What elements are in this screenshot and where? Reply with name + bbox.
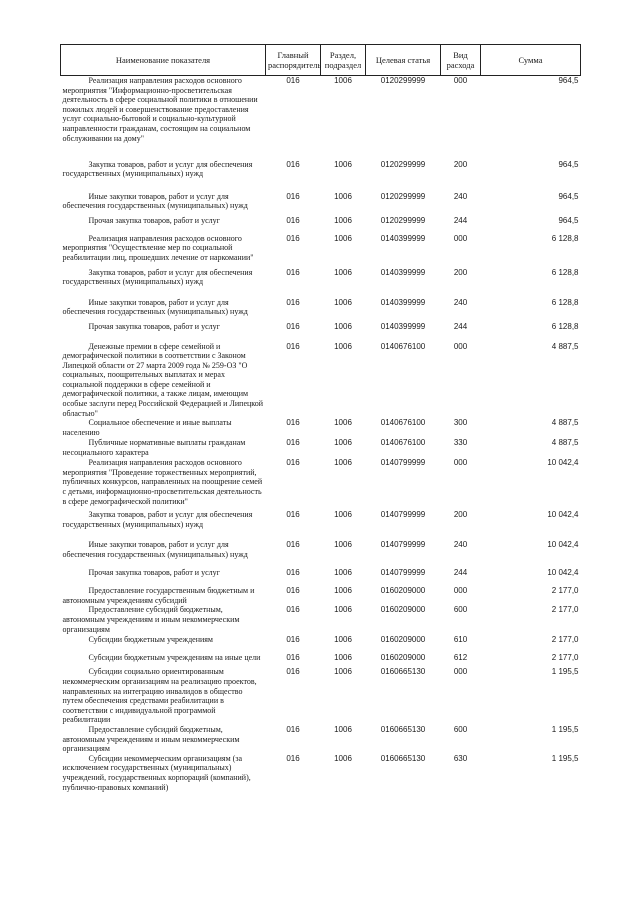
row-chief: 016 <box>286 605 300 615</box>
row-expense-type: 610 <box>453 635 468 645</box>
budget-table <box>60 44 581 792</box>
table-row <box>61 216 581 234</box>
row-name: Закупка товаров, работ и услуг для обеспечения государственных (муниципальных) нужд <box>62 159 253 179</box>
row-sum: 1 195,5 <box>551 667 579 677</box>
row-sum: 6 128,8 <box>551 297 579 307</box>
row-sum: 10 042,4 <box>547 540 579 550</box>
row-expense-type: 244 <box>453 215 468 225</box>
row-name: Субсидии некоммерческим организациям (за исключением государственных (муниципальных) учреждений, государственных корпораций (компаний), публично-правовых компаний) <box>62 753 251 792</box>
row-chief: 016 <box>286 667 300 677</box>
header-chief: Главный распорядитель <box>266 45 321 76</box>
table-row <box>61 418 581 438</box>
row-section: 1006 <box>334 215 352 225</box>
row-name: Предоставление субсидий бюджетным, автономным учреждениям и иным некоммерческим организациям <box>62 725 240 754</box>
row-sum: 2 177,0 <box>551 635 579 645</box>
row-chief: 016 <box>286 438 300 448</box>
row-expense-type: 244 <box>453 321 468 331</box>
table-row <box>61 635 581 653</box>
table-row <box>61 438 581 458</box>
row-name: Иные закупки товаров, работ и услуг для обеспечения государственных (муниципальных) нужд <box>62 191 248 211</box>
row-sum: 6 128,8 <box>551 267 579 277</box>
row-chief: 016 <box>286 341 300 351</box>
table-row <box>61 605 581 635</box>
row-section: 1006 <box>334 667 352 677</box>
row-article: 0120299999 <box>380 76 426 85</box>
row-chief: 016 <box>286 159 300 169</box>
row-sum: 964,5 <box>558 159 579 169</box>
row-sum: 4 887,5 <box>551 418 579 428</box>
row-article: 0160665130 <box>380 667 426 677</box>
row-name: Предоставление субсидий бюджетным, автономным учреждениям и иным некоммерческим организациям <box>62 605 240 634</box>
row-expense-type: 000 <box>453 76 468 85</box>
row-chief: 016 <box>286 653 300 663</box>
row-name: Реализация направления расходов основного мероприятия "Информационно-просветительская деятельность в сфере социальной политики в отношении пожилых людей и совершенствование предоставления услуг социально-бытовой и социально-культурной направленности гражданам, состоящим на социальном обслуживании на дому" <box>62 76 258 143</box>
table-row <box>61 234 581 268</box>
row-chief: 016 <box>286 321 300 331</box>
table-row <box>61 568 581 586</box>
row-sum: 10 042,4 <box>547 510 579 520</box>
table-row <box>61 458 581 510</box>
row-sum: 6 128,8 <box>551 321 579 331</box>
row-section: 1006 <box>334 438 352 448</box>
table-row <box>61 298 581 322</box>
row-expense-type: 240 <box>453 191 468 201</box>
row-expense-type: 000 <box>453 233 468 243</box>
row-expense-type: 240 <box>453 297 468 307</box>
row-chief: 016 <box>286 510 300 520</box>
row-sum: 2 177,0 <box>551 586 579 596</box>
row-chief: 016 <box>286 540 300 550</box>
row-chief: 016 <box>286 233 300 243</box>
row-expense-type: 000 <box>453 667 468 677</box>
row-sum: 964,5 <box>558 215 579 225</box>
row-section: 1006 <box>334 635 352 645</box>
row-name: Социальное обеспечение и иные выплаты населению <box>62 418 232 437</box>
row-sum: 1 195,5 <box>551 753 579 763</box>
row-sum: 4 887,5 <box>551 341 579 351</box>
row-article: 0140799999 <box>380 458 426 468</box>
row-name: Субсидии социально ориентированным некоммерческим организациям на реализацию проектов, направленных на интеграцию инвалидов в общество путем обеспечения средствами реабилитации в соответствии с индивидуальной программой реабилитации <box>62 667 257 725</box>
row-chief: 016 <box>286 418 300 428</box>
row-name: Предоставление государственным бюджетным и автономным учреждениям субсидий <box>62 586 255 605</box>
row-expense-type: 000 <box>453 341 468 351</box>
row-article: 0140399999 <box>380 297 426 307</box>
row-expense-type: 200 <box>453 267 468 277</box>
row-article: 0140399999 <box>380 321 426 331</box>
header-section: Раздел, подраздел <box>321 45 366 76</box>
row-sum: 964,5 <box>558 191 579 201</box>
row-section: 1006 <box>334 267 352 277</box>
table-header-row <box>61 45 581 76</box>
row-expense-type: 612 <box>453 653 468 663</box>
header-article: Целевая статья <box>366 45 441 76</box>
row-section: 1006 <box>334 76 352 85</box>
row-article: 0140399999 <box>380 267 426 277</box>
row-sum: 964,5 <box>558 76 579 85</box>
table-row <box>61 510 581 540</box>
row-chief: 016 <box>286 76 300 85</box>
row-chief: 016 <box>286 568 300 578</box>
row-article: 0160209000 <box>380 635 426 645</box>
table-row <box>61 76 581 160</box>
row-chief: 016 <box>286 458 300 468</box>
row-section: 1006 <box>334 458 352 468</box>
row-sum: 10 042,4 <box>547 568 579 578</box>
header-expense-type: Вид расхода <box>441 45 481 76</box>
row-article: 0140676100 <box>380 418 426 428</box>
row-name: Реализация направления расходов основного мероприятия "Проведение торжественных мероприятий, публичных конкурсов, направленных на поощрение семей с детьми, информационно-просветительская деятельность в сфере демографической политики" <box>62 458 263 506</box>
row-section: 1006 <box>334 653 352 663</box>
row-expense-type: 600 <box>453 725 468 734</box>
row-article: 0120299999 <box>380 159 426 169</box>
table-row <box>61 725 581 754</box>
row-section: 1006 <box>334 510 352 520</box>
table-row <box>61 667 581 725</box>
row-sum: 2 177,0 <box>551 605 579 615</box>
header-sum: Сумма <box>481 45 581 76</box>
row-chief: 016 <box>286 191 300 201</box>
row-expense-type: 000 <box>453 458 468 468</box>
row-section: 1006 <box>334 753 352 763</box>
row-article: 0160209000 <box>380 605 426 615</box>
row-name: Прочая закупка товаров, работ и услуг <box>88 568 220 578</box>
row-section: 1006 <box>334 725 352 734</box>
row-name: Денежные премии в сфере семейной и демографической политики в соответствии с Законом Липецкой области от 27 марта 2009 года № 259-ОЗ "О социальных, поощрительных выплатах и мерах социальной поддержки в сфере семейной и демографической политики, а также лицам, имеющим особые заслуги перед Российской Федерацией и Липецкой областью" <box>62 341 264 418</box>
row-expense-type: 600 <box>453 605 468 615</box>
row-sum: 2 177,0 <box>551 653 579 663</box>
row-expense-type: 200 <box>453 510 468 520</box>
table-row <box>61 540 581 568</box>
row-expense-type: 000 <box>453 586 468 596</box>
row-section: 1006 <box>334 159 352 169</box>
row-section: 1006 <box>334 297 352 307</box>
row-article: 0120299999 <box>380 191 426 201</box>
row-section: 1006 <box>334 233 352 243</box>
row-chief: 016 <box>286 215 300 225</box>
row-name: Иные закупки товаров, работ и услуг для обеспечения государственных (муниципальных) нужд <box>62 297 248 317</box>
table-row <box>61 586 581 605</box>
row-article: 0160665130 <box>380 725 426 734</box>
row-expense-type: 200 <box>453 159 468 169</box>
row-name: Прочая закупка товаров, работ и услуг <box>88 321 220 331</box>
row-chief: 016 <box>286 725 300 734</box>
row-article: 0160209000 <box>380 653 426 663</box>
row-sum: 6 128,8 <box>551 233 579 243</box>
row-article: 0140399999 <box>380 233 426 243</box>
row-article: 0120299999 <box>380 215 426 225</box>
table-row <box>61 192 581 216</box>
row-article: 0140676100 <box>380 341 426 351</box>
row-chief: 016 <box>286 586 300 596</box>
row-chief: 016 <box>286 297 300 307</box>
row-expense-type: 630 <box>453 753 468 763</box>
row-sum: 1 195,5 <box>551 725 579 734</box>
row-section: 1006 <box>334 191 352 201</box>
row-chief: 016 <box>286 753 300 763</box>
row-article: 0140799999 <box>380 540 426 550</box>
header-name: Наименование показателя <box>61 45 266 76</box>
row-article: 0140799999 <box>380 568 426 578</box>
row-article: 0160665130 <box>380 753 426 763</box>
row-section: 1006 <box>334 321 352 331</box>
row-article: 0140799999 <box>380 510 426 520</box>
row-expense-type: 240 <box>453 540 468 550</box>
row-name: Публичные нормативные выплаты гражданам несоциального характера <box>62 438 246 457</box>
row-section: 1006 <box>334 540 352 550</box>
row-name: Субсидии бюджетным учреждениям на иные цели <box>88 653 261 663</box>
row-expense-type: 244 <box>453 568 468 578</box>
row-section: 1006 <box>334 341 352 351</box>
table-row <box>61 342 581 419</box>
row-section: 1006 <box>334 418 352 428</box>
row-expense-type: 330 <box>453 438 468 448</box>
row-article: 0160209000 <box>380 586 426 596</box>
row-name: Прочая закупка товаров, работ и услуг <box>88 215 220 225</box>
row-expense-type: 300 <box>453 418 468 428</box>
table-row <box>61 322 581 342</box>
row-sum: 10 042,4 <box>547 458 579 468</box>
row-name: Субсидии бюджетным учреждениям <box>88 635 213 645</box>
table-row <box>61 268 581 298</box>
row-chief: 016 <box>286 267 300 277</box>
row-sum: 4 887,5 <box>551 438 579 448</box>
row-chief: 016 <box>286 635 300 645</box>
row-name: Реализация направления расходов основного мероприятия "Осуществление мер по социальной реабилитации лиц, прошедших лечение от наркомании" <box>62 233 254 262</box>
row-section: 1006 <box>334 586 352 596</box>
row-name: Закупка товаров, работ и услуг для обеспечения государственных (муниципальных) нужд <box>62 510 253 529</box>
row-section: 1006 <box>334 568 352 578</box>
row-section: 1006 <box>334 605 352 615</box>
table-row <box>61 160 581 192</box>
row-article: 0140676100 <box>380 438 426 448</box>
table-row <box>61 754 581 792</box>
row-name: Закупка товаров, работ и услуг для обеспечения государственных (муниципальных) нужд <box>62 267 253 287</box>
row-name: Иные закупки товаров, работ и услуг для обеспечения государственных (муниципальных) нужд <box>62 540 248 559</box>
table-row <box>61 653 581 667</box>
